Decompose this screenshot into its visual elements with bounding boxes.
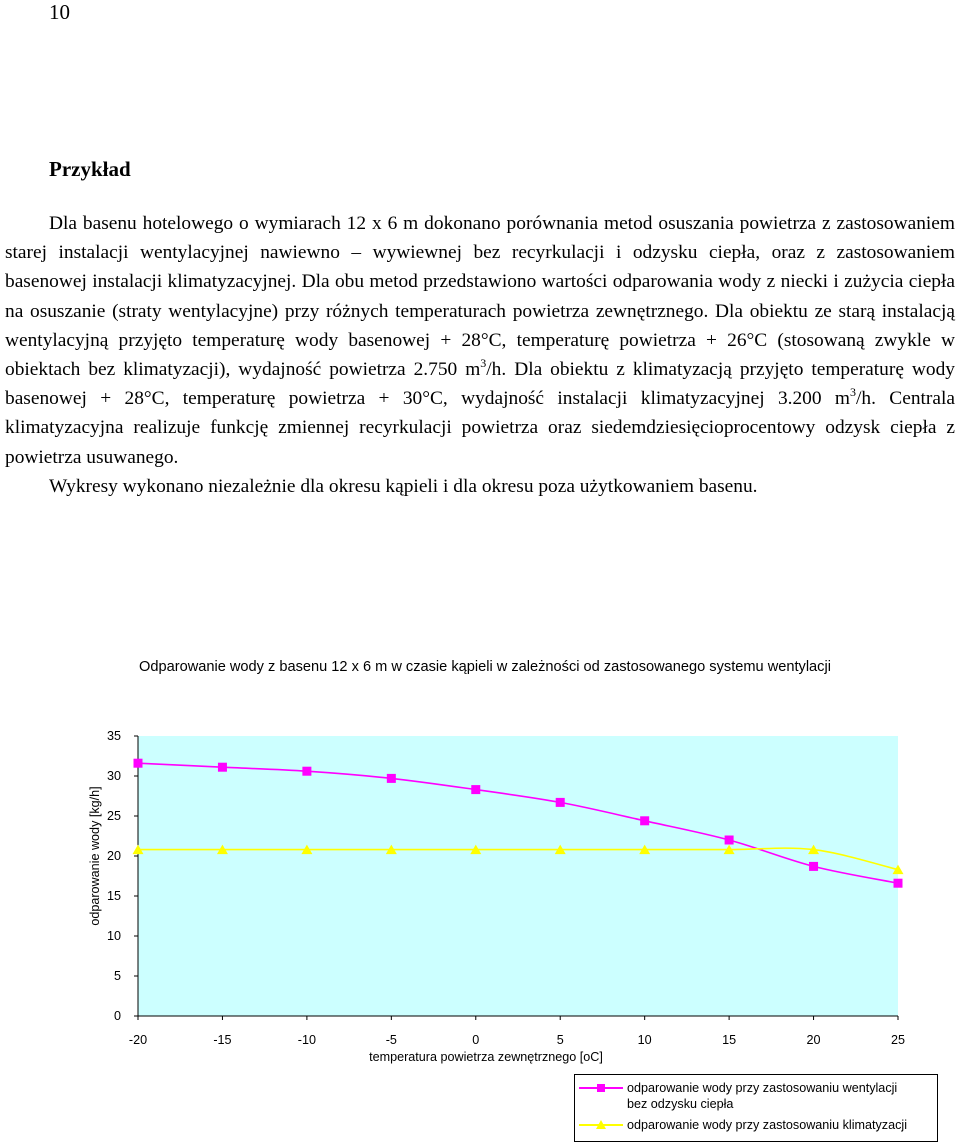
x-tick-label: -15 <box>213 1033 232 1047</box>
page-number: 10 <box>49 0 70 24</box>
y-tick-label: 25 <box>106 809 121 823</box>
x-tick-label: 25 <box>890 1033 906 1047</box>
chart-legend <box>574 1074 938 1142</box>
legend-triangle-marker-icon <box>579 1117 623 1133</box>
x-tick-label: 15 <box>722 1033 737 1047</box>
paragraph-1-part-b: /h. Dla obiektu z klimatyzacją przyjęto temperaturę wody basenowej + 28°C, temperaturę powietrza + 30°C, wydajność instalacji klimatyzacyjnej 3.200 m <box>5 359 955 410</box>
legend-label-ventilation-line1: odparowanie wody przy zastosowaniu wentylacji <box>627 1081 898 1095</box>
y-tick-label: 30 <box>106 769 121 783</box>
data-point-square <box>894 879 903 888</box>
superscript-3: 3 <box>850 385 857 400</box>
y-axis <box>107 729 138 1023</box>
legend-square-marker-icon <box>579 1080 623 1096</box>
legend-item-ventilation <box>575 1080 939 1114</box>
data-point-square <box>809 862 818 871</box>
paragraph-2: Wykresy wykonano niezależnie dla okresu kąpieli i dla okresu poza użytkowaniem basenu. <box>49 475 758 497</box>
superscript-3: 3 <box>480 356 487 371</box>
y-tick-label: 10 <box>106 929 121 943</box>
x-tick-label: -20 <box>128 1033 148 1047</box>
x-tick-label: 0 <box>472 1033 480 1047</box>
paragraph-1-part-c: /h. Centrala klimatyzacyjna realizuje funkcję zmiennej recyrkulacji powietrza oraz siedemdziesięcioprocentowy odzysk ciepła z powietrza usuwanego. <box>5 388 955 468</box>
y-tick-label: 5 <box>113 969 121 983</box>
y-axis-label: odparowanie wody [kg/h] <box>88 786 102 926</box>
data-point-square <box>556 798 565 807</box>
y-tick-label: 0 <box>113 1009 121 1023</box>
plot-area <box>138 736 898 1016</box>
data-point-square <box>218 763 227 772</box>
y-tick-label: 15 <box>106 889 121 903</box>
y-tick-label: 20 <box>106 849 121 863</box>
x-tick-label: 10 <box>637 1033 652 1047</box>
data-point-square <box>471 785 480 794</box>
legend-label-air-conditioning: odparowanie wody przy zastosowaniu klimatyzacji <box>627 1118 907 1132</box>
legend-item-air-conditioning <box>575 1117 939 1135</box>
x-tick-label: 20 <box>806 1033 821 1047</box>
x-tick-label: 5 <box>556 1033 564 1047</box>
legend-label-ventilation-line2: bez odzysku ciepła <box>627 1097 734 1111</box>
chart-title: Odparowanie wody z basenu 12 x 6 m w czasie kąpieli w zależności od zastosowanego systemu wentylacji <box>139 659 831 675</box>
paragraph-1-part-a: Dla basenu hotelowego o wymiarach 12 x 6 m dokonano porównania metod osuszania powietrza z zastosowaniem starej instalacji wentylacyjnej nawiewno – wywiewnej bez recyrkulacji i odzysku ciepła, oraz z zastosowaniem basenowej instalacji klimatyzacyjnej. Dla obu metod przedstawiono wartości odparowania wody z niecki i zużycia ciepła na osuszanie (straty wentylacyjne) przy różnych temperaturach powietrza zewnętrznego. Dla obiektu ze starą instalacją wentylacyjną przyjęto temperaturę wody basenowej + 28°C, temperaturę powietrza + 26°C (stosowaną zwykle w obiektach bez klimatyzacji), wydajność powietrza 2.750 m <box>5 213 955 381</box>
data-point-square <box>387 774 396 783</box>
data-point-square <box>302 767 311 776</box>
data-point-square <box>134 759 143 768</box>
section-heading: Przykład <box>49 157 131 181</box>
x-axis-label: temperatura powietrza zewnętrznego [oC] <box>369 1050 603 1064</box>
x-tick-label: -10 <box>297 1033 316 1047</box>
y-tick-label: 35 <box>106 729 121 743</box>
x-tick-label: -5 <box>385 1033 397 1047</box>
x-axis <box>129 1016 905 1047</box>
data-point-square <box>725 836 734 845</box>
data-point-square <box>640 816 649 825</box>
